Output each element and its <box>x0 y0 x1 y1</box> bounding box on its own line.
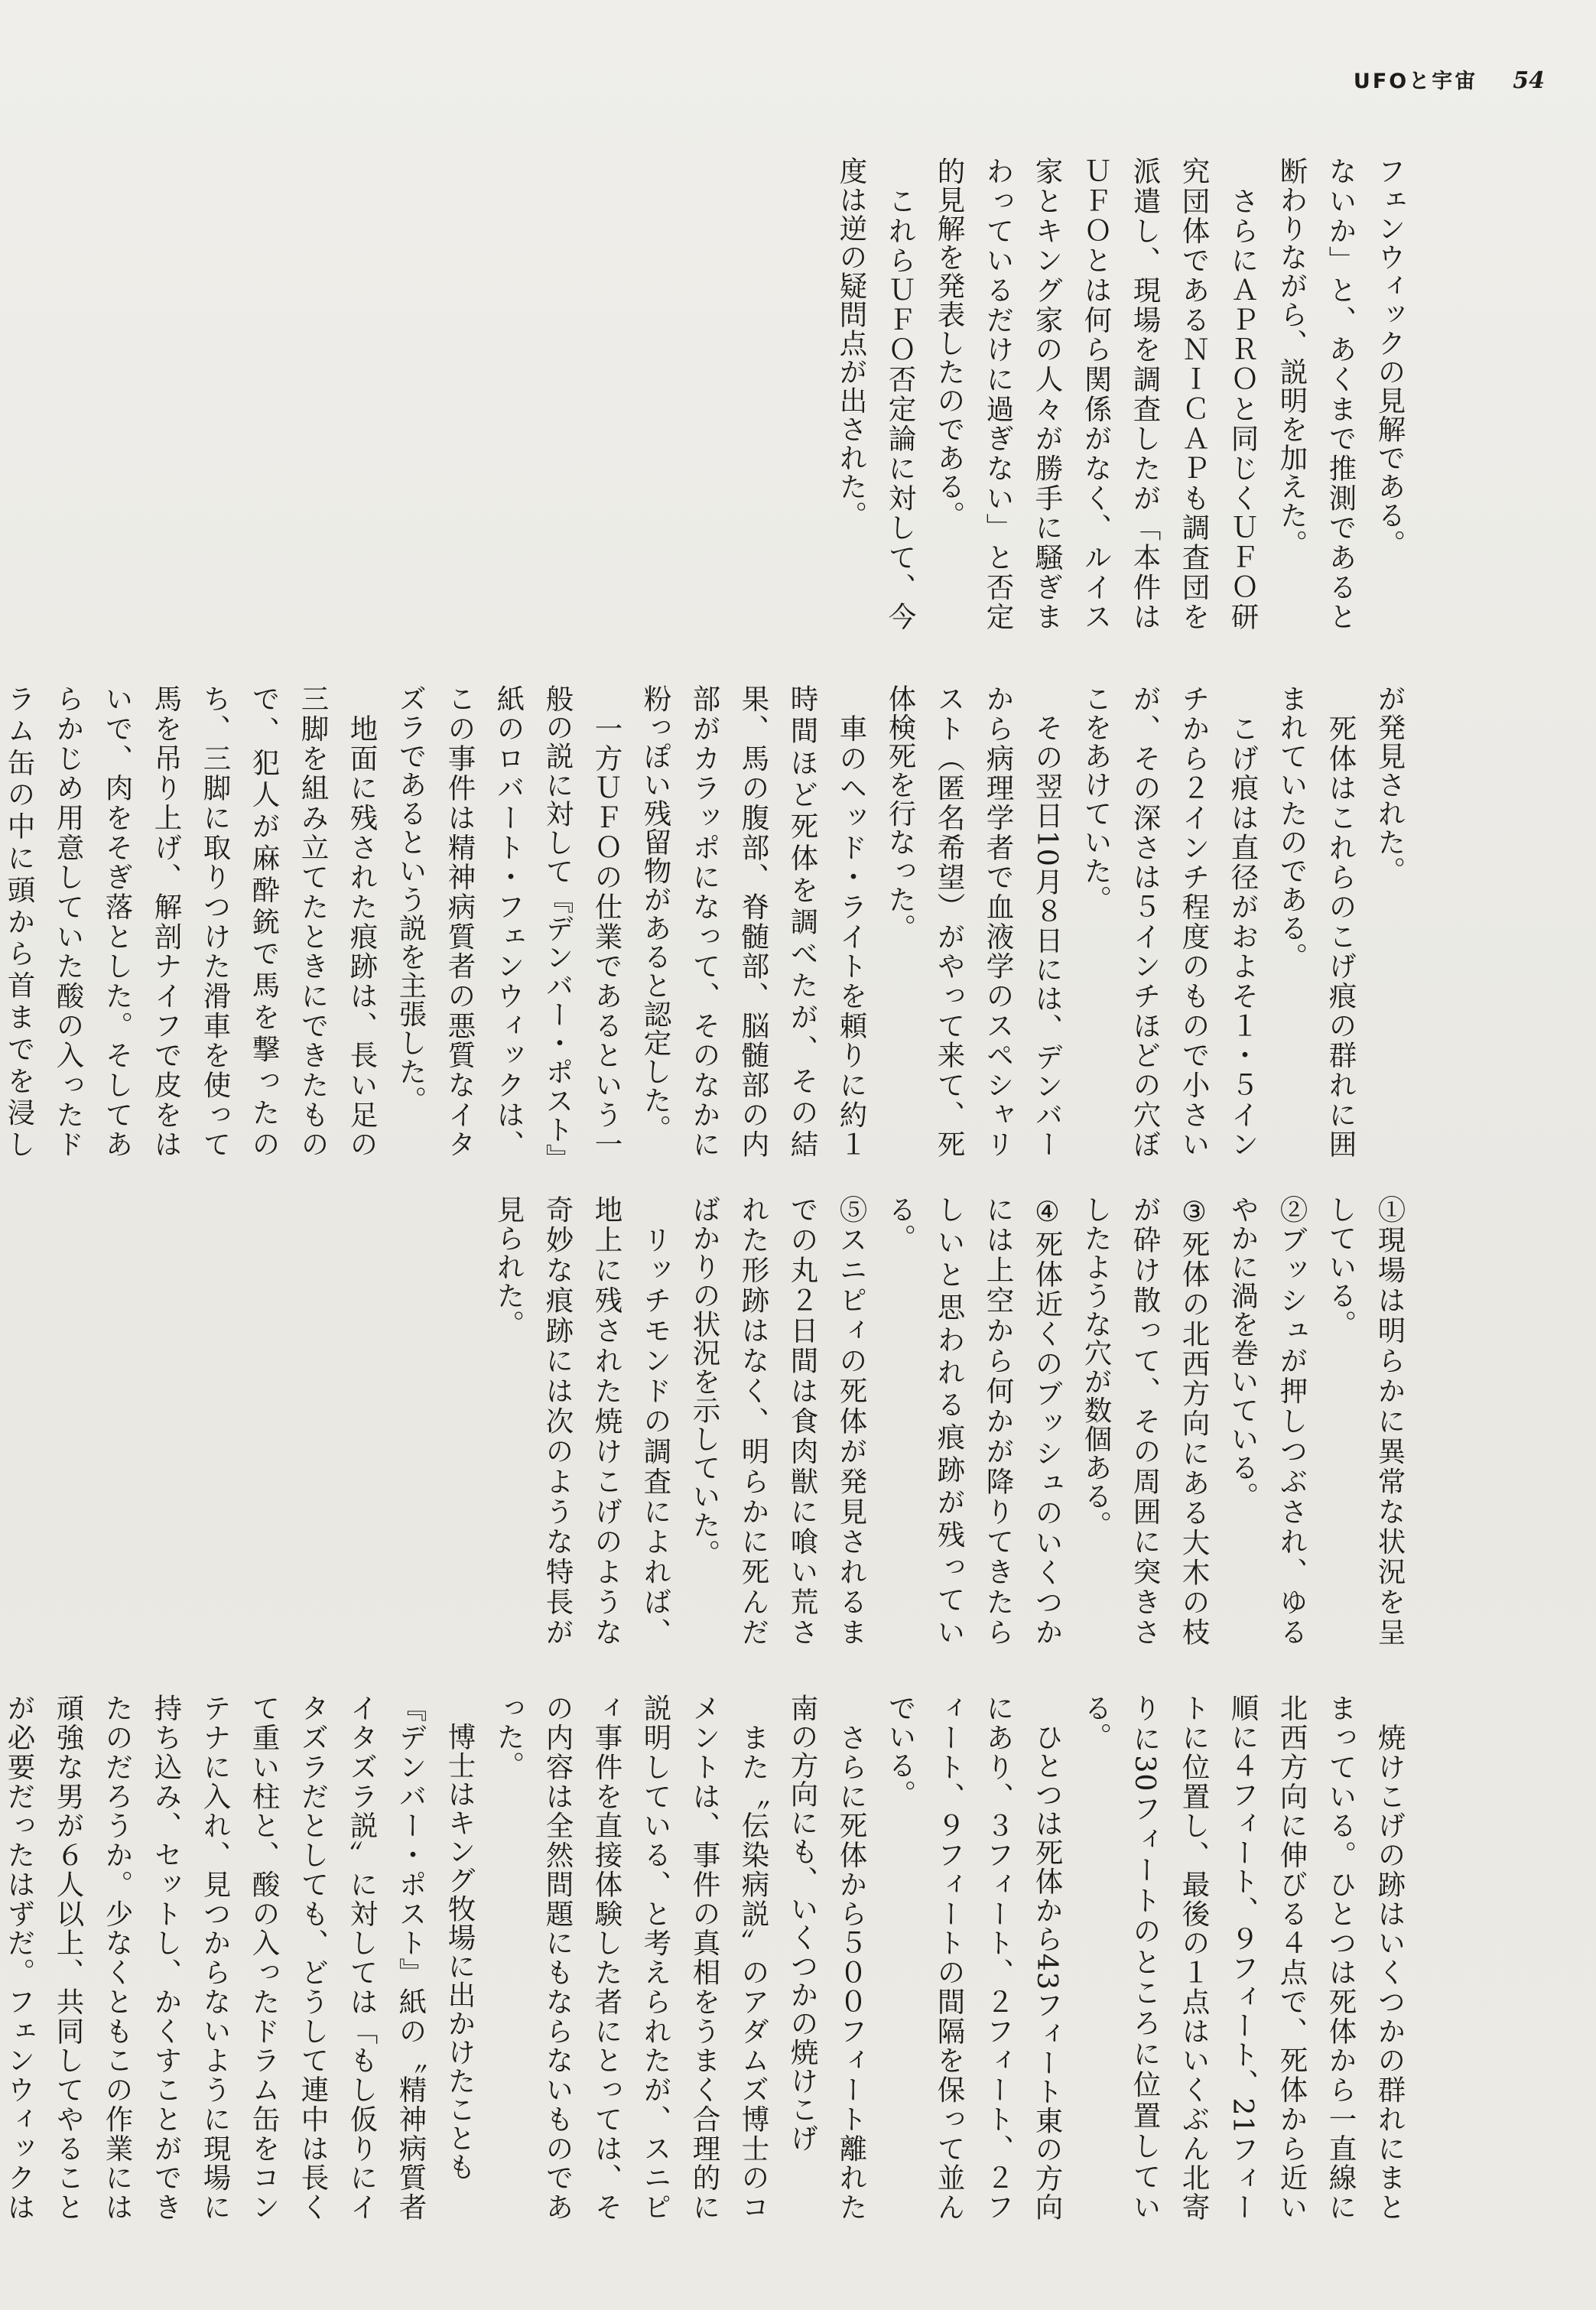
text-tier-4 <box>3 1694 1512 2221</box>
text-tier-1 <box>97 157 1512 631</box>
body-text: フェンウィックの見解である。 ないか」と、あくまで推測であると断わりながら、説明を加えた。 さらにＡＰＲＯと同じくＵＦＯ研究団体であるＮＩＣＡＰも調査団を派遣し、現場を調査したが「本件はＵＦＯとは何ら関係がなく、ルイス家とキング家の人々が勝手に騒ぎまわっているだけに過ぎない」と否定的見解を発表したのである。 これらＵＦＯ否定論に対して、今度は逆の疑問点が出された。 <box>835 157 1406 631</box>
body-text: が発見された。 死体はこれらのこげ痕の群れに囲まれていたのである。 こげ痕は直径がおよそ１・５インチから２インチ程度のもので小さいが、その深さは５インチほどの穴ぼこをあけていた。 その翌日10月８日には、デンバーから病理学者で血液学のスペシャリスト（匿名希望）がやって来て、死体検死を行なった。 車のヘッド・ライトを頼りに約１時間ほど死体を調べたが、その結果、馬の腹部、脊髄部、脳髄部の内部がカラッポになって、そのなかに粉っぽい残留物があると認定した。 一方ＵＦＯの仕業であるという一般の説に対して『デンバー・ポスト』紙のロバート・フェンウィックは、この事件は精神病質者の悪質なイタズラであるという説を主張した。 地面に残された痕跡は、長い足の三脚を組み立てたときにできたもので、犯人が麻酔銃で馬を撃ったのち、三脚に取りつけた滑車を使って馬を吊り上げ、解剖ナイフで皮をはいで、肉をそぎ落とした。そしてあらかじめ用意していた酸の入ったドラム缶の中に頭から首までを浸し <box>3 684 1406 1159</box>
page-header <box>1193 64 1545 110</box>
body-text: 焼けこげの跡はいくつかの群れにまとまっている。ひとつは死体から一直線に北西方向に伸びる４点で、死体から近い順に４フィート、９フィート、21フィートに位置し、最後の１点はいくぶん北寄りに30フィートのところに位置している。 ひとつは死体から43フィート東の方向にあり、３フィート、２フィート、２フィート、９フィートの間隔を保って並んでいる。 さらに死体から５００フィート離れた南の方向にも、いくつかの焼けこげ また〝伝染病説〟のアダムズ博士のコメントは、事件の真相をうまく合理的に説明している、と考えられたが、スニピィ事件を直接体験した者にとっては、その内容は全然問題にもならないものであった。 博士はキング牧場に出かけたことも 『デンバー・ポスト』紙の〝精神病質者イタズラ説〟に対しては「もし仮りにイタズラだとしても、どうして連中は長くて重い柱と、酸の入ったドラム缶をコンテナに入れ、見つからないように現場に持ち込み、セットし、かくすことができたのだろうか。少なくともこの作業には頑強な男が６人以上、共同してやることが必要だったはずだ。フェンウィックは <box>3 1694 1406 2221</box>
text-tier-3 <box>97 1195 1512 1646</box>
body-text: ①現場は明らかに異常な状況を呈している。 ②ブッシュが押しつぶされ、ゆるやかに渦を巻いている。 ③死体の北西方向にある大木の枝が砕け散って、その周囲に突きさしたような穴が数個ある。 ④死体近くのブッシュのいくつかには上空から何かが降りてきたらしいと思われる痕跡が残っている。 ⑤スニピィの死体が発見されるまでの丸２日間は食肉獣に喰い荒された形跡はなく、明らかに死んだばかりの状況を示していた。 リッチモンドの調査によれば、地上に残された焼けこげのような奇妙な痕跡には次のような特長が見られた。 <box>492 1195 1406 1646</box>
text-tier-2 <box>3 684 1512 1159</box>
page-number: 54 <box>1513 67 1545 94</box>
running-title: UFOと宇宙 <box>1353 70 1478 93</box>
